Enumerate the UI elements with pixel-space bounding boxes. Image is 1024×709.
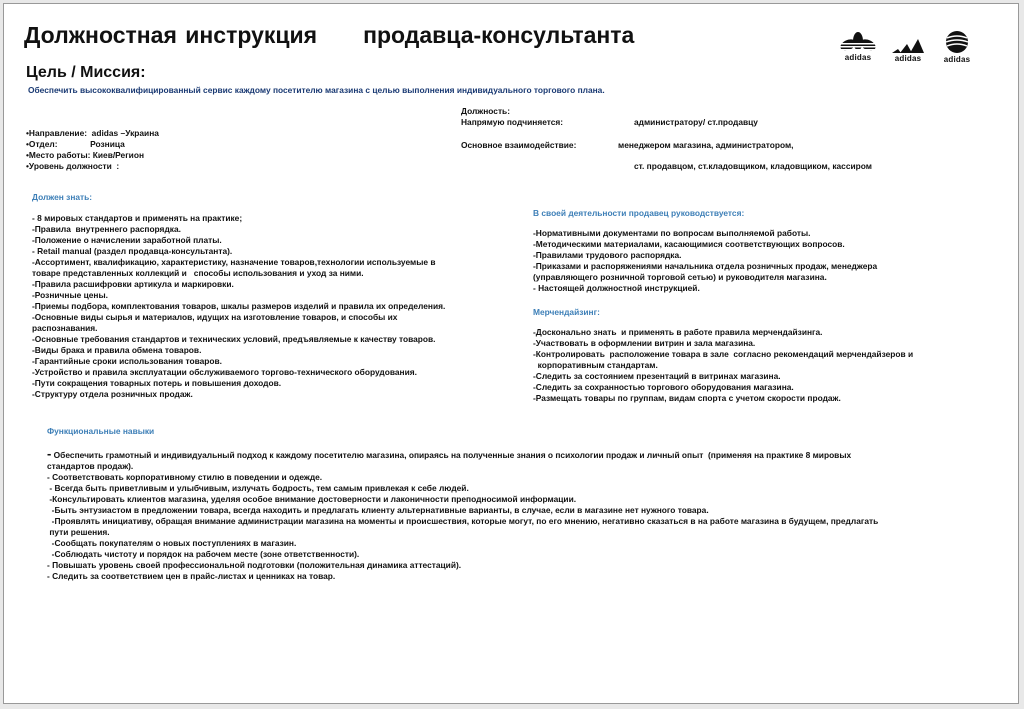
reports-label: Напрямую подчиняется: xyxy=(461,117,564,127)
merch-item: -Следить за сохранностью торгового оборудования магазина. xyxy=(533,382,794,392)
must-know-item: -Виды брака и правила обмена товаров. xyxy=(32,345,202,355)
info-direction: •Направление: adidas –Украина xyxy=(26,128,159,138)
must-know-item: -Правила внутреннего распорядка. xyxy=(32,224,181,234)
logo-word-3: adidas xyxy=(943,55,971,64)
must-know-heading: Должен знать: xyxy=(32,192,93,202)
merch-heading: Мерчендайзинг: xyxy=(533,307,600,317)
guided-by-item: -Приказами и распоряжениями начальника отдела розничных продаж, менеджера xyxy=(533,261,878,271)
page-title xyxy=(24,22,634,49)
info-department: •Отдел: Розница xyxy=(26,139,125,149)
skills-list xyxy=(47,448,878,582)
left-info-block xyxy=(26,128,159,172)
merch-item: -Участвовать в оформлении витрин и зала магазина. xyxy=(533,338,756,348)
skills-first-text: Обеспечить грамотный и индивидуальный подход к каждому посетителю магазина, опираясь на полученные знания о психологии продаж и личный опыт (применяя на практике 8 мировых xyxy=(51,450,852,460)
merch-item: -Размещать товары по группам, видам спорта с учетом скорости продаж. xyxy=(533,393,841,403)
guided-by-item: -Правилами трудового распорядка. xyxy=(533,250,682,260)
adidas-trefoil-logo xyxy=(840,32,876,62)
guided-by-item: (управляющего розничной торговой сетью) и руководителя магазина. xyxy=(533,272,827,282)
skills-heading: Функциональные навыки xyxy=(47,426,155,436)
title-part1: Должностная инструкция xyxy=(24,22,318,48)
adidas-globe-logo xyxy=(942,30,972,64)
must-know-item: -Гарантийные сроки использования товаров. xyxy=(32,356,223,366)
must-know-item: распознавания. xyxy=(32,323,98,333)
must-know-item: -Розничные цены. xyxy=(32,290,108,300)
interaction-value-1: менеджером магазина, администратором, xyxy=(618,140,794,150)
must-know-item: - Retail manual (раздел продавца-консультанта). xyxy=(32,246,233,256)
document-page xyxy=(3,3,1019,704)
must-know-item: -Приемы подбора, комплектования товаров, шкалы размеров изделий и правила их определения. xyxy=(32,301,446,311)
must-know-item: -Основные требования стандартов и технических условий, предъявляемые к качеству товаров. xyxy=(32,334,436,344)
skills-first-dash: - xyxy=(47,446,52,461)
skills-item: -Соблюдать чистоту и порядок на рабочем месте (зоне ответственности). xyxy=(47,549,360,559)
skills-item: стандартов продаж). xyxy=(47,461,134,471)
logo-word-2: adidas xyxy=(894,54,922,63)
must-know-item: -Структуру отдела розничных продаж. xyxy=(32,389,193,399)
skills-item: -Проявлять инициативу, обращая внимание администрации магазина на моменты и происшествия, которые могут, по его мнению, негативно сказаться в на работе магазина в будущем, предлагать xyxy=(47,516,879,526)
must-know-item: -Правила расшифровки артикула и маркировки. xyxy=(32,279,234,289)
must-know-item: -Устройство и правила эксплуатации обслуживаемого торгово-технического оборудования. xyxy=(32,367,417,377)
interaction-value-2: ст. продавцом, ст.кладовщиком, кладовщиком, кассиром xyxy=(634,161,872,171)
must-know-list xyxy=(32,213,445,400)
merch-item: корпоративным стандартам. xyxy=(533,360,658,370)
guided-by-item: - Настоящей должностной инструкцией. xyxy=(533,283,700,293)
skills-item: пути решения. xyxy=(47,527,110,537)
must-know-item: -Ассортимент, квалификацию, характеристику, назначение товаров,технологии используемые в xyxy=(32,257,436,267)
must-know-item: товаре представленных коллекций и способы использования и уход за ними. xyxy=(32,268,364,278)
logo-word-1: adidas xyxy=(844,53,872,62)
skills-item: - Всегда быть приветливым и улыбчивым, излучать бодрость, тем самым привлекая к себе людей. xyxy=(47,483,469,493)
info-level: •Уровень должности : xyxy=(26,161,120,171)
merch-list xyxy=(533,327,913,404)
must-know-item: -Пути сокращения товарных потерь и повышения доходов. xyxy=(32,378,282,388)
must-know-item: -Основные виды сырья и материалов, идущих на изготовление товаров, и способы их xyxy=(32,312,398,322)
skills-item: -Сообщать покупателям о новых поступлениях в магазин. xyxy=(47,538,297,548)
merch-item: -Следить за состоянием презентаций в витринах магазина. xyxy=(533,371,781,381)
skills-item: - Повышать уровень своей профессиональной подготовки (положительная динамика аттестаций). xyxy=(47,560,462,570)
guided-by-item: -Методическими материалами, касающимися соответствующих вопросов. xyxy=(533,239,845,249)
skills-item: -Консультировать клиентов магазина, уделяя особое внимание достоверности и лаконичности преподносимой информации. xyxy=(47,494,577,504)
info-workplace: •Место работы: Киев/Регион xyxy=(26,150,145,160)
guided-by-list xyxy=(533,228,877,294)
title-part2: продавца-консультанта xyxy=(363,22,635,48)
reports-value: администратору/ ст.продавцу xyxy=(634,117,758,127)
merch-item: -Досконально знать и применять в работе правила мерчендайзинга. xyxy=(533,327,823,337)
skills-item-first xyxy=(47,448,878,461)
guided-by-item: -Нормативными документами по вопросам выполняемой работы. xyxy=(533,228,811,238)
must-know-item: - 8 мировых стандартов и применять на практике; xyxy=(32,213,243,223)
skills-item: - Следить за соответствием цен в прайс-листах и ценниках на товар. xyxy=(47,571,336,581)
must-know-item: -Положение о начислении заработной платы. xyxy=(32,235,222,245)
position-label: Должность: xyxy=(461,106,510,116)
skills-item: - Соответствовать корпоративному стилю в поведении и одежде. xyxy=(47,472,323,482)
interaction-label: Основное взаимодействие: xyxy=(461,140,577,150)
skills-item: -Быть энтузиастом в предложении товара, всегда находить и предлагать клиенту альтернативные варианты, в случае, если в магазине нет нужного товара. xyxy=(47,505,709,515)
guided-by-heading: В своей деятельности продавец руководствуется: xyxy=(533,208,745,218)
merch-item: -Контролировать расположение товара в зале согласно рекомендаций мерчендайзеров и xyxy=(533,349,914,359)
mission-text: Обеспечить высококвалифицированный сервис каждому посетителю магазина с целью выполнения индивидуального торгового плана. xyxy=(28,85,605,95)
mission-heading: Цель / Миссия: xyxy=(26,64,146,81)
adidas-stripes-logo xyxy=(890,37,926,63)
